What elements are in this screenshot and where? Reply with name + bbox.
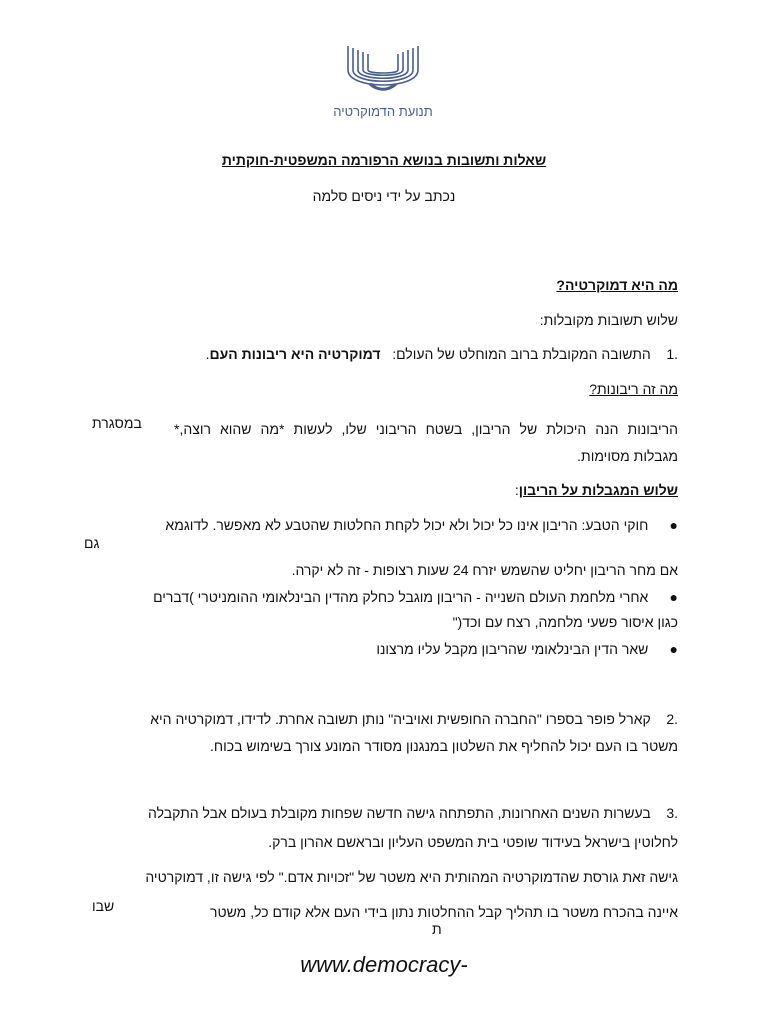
answer-1-number: .1 bbox=[666, 346, 678, 362]
answer-1 bbox=[206, 345, 678, 363]
answer-1-end: . bbox=[205, 346, 210, 362]
document-title: שאלות ותשובות בנושא הרפורמה המשפטית-חוקתית bbox=[221, 152, 547, 168]
bullet-2-line-2: כגון איסור פשעי מלחמה, רצח עם וכד(" bbox=[452, 614, 678, 630]
limits-heading-colon: : bbox=[514, 482, 519, 498]
answer-3-number: .3 bbox=[666, 805, 678, 821]
logo bbox=[330, 44, 436, 126]
answer-2-line-2: משטר בו העם יכול להחליף את השלטון במנגנון מסודר המונע צורך בשימוש בכוח. bbox=[209, 738, 678, 754]
bullet-1-wrap: גם bbox=[84, 535, 100, 551]
approach-line-1: גישה זאת גורסת שהדמוקרטיה המהותית היא משטר של "זכויות אדם." לפי גישה זו, דמוקרטיה bbox=[145, 869, 678, 885]
limits-heading-text: שלוש המגבלות על הריבון bbox=[518, 482, 678, 498]
bullet-1-line-2: אם מחר הריבון יחליט שהשמש יזרח 24 שעות רצופות - זה לא יקרה. bbox=[291, 562, 678, 578]
bullet-3-line-1 bbox=[376, 640, 678, 658]
approach-line-2-main: איינה בהכרח משטר בו תהליך קבל ההחלטות נתון בידי העם אלא קודם כל, משטר bbox=[209, 904, 678, 920]
bullet-icon: ● bbox=[669, 641, 678, 657]
document-author: נכתב על ידי ניסים סלמה bbox=[312, 188, 456, 204]
bullet-2-text: אחרי מלחמת העולם השנייה - הריבון מוגבל כחלק מהדין הבינלאומי ההומניטרי )דברים bbox=[153, 589, 649, 605]
sovereignty-line-2: מגבלות מסוימות. bbox=[577, 448, 678, 464]
answer-1-text: התשובה המקובלת ברוב המוחלט של העולם: bbox=[392, 346, 651, 362]
answer-3-line-2: לחלוטין בישראל בעידוד שופטי בית המשפט העליון ובראשם אהרון ברק. bbox=[268, 834, 678, 850]
bullet-1-line-1 bbox=[165, 516, 678, 534]
answer-1-bold: דמוקרטיה היא ריבונות העם bbox=[209, 346, 381, 362]
sovereignty-line-1-tail: במסגרת bbox=[92, 415, 142, 431]
section-heading-what-is-democracy: מה היא דמוקרטיה? bbox=[556, 277, 678, 293]
sovereignty-question: מה זה ריבונות? bbox=[589, 381, 678, 397]
answer-3-line-1 bbox=[148, 804, 678, 822]
bullet-3-text: שאר הדין הבינלאומי שהריבון מקבל עליו מרצונו bbox=[376, 641, 649, 657]
answer-2-number: .2 bbox=[666, 711, 678, 727]
limits-heading bbox=[515, 481, 678, 499]
sovereignty-line-1 bbox=[174, 420, 678, 438]
sovereignty-line-1-main: הריבונות הנה היכולת של הריבון, בשטח הריבוני שלו, לעשות *מה שהוא רוצה,* bbox=[174, 421, 678, 437]
bullet-icon: ● bbox=[669, 589, 678, 605]
footer-url[interactable]: www.democracy- bbox=[300, 952, 468, 977]
logo-text: תנועת הדמוקרטיה bbox=[333, 104, 433, 119]
bullet-2-line-1 bbox=[153, 588, 678, 606]
bullet-1-text: חוקי הטבע: הריבון אינו כל יכול ולא יכול לקחת החלטות שהטבע לא מאפשר. לדוגמא bbox=[165, 517, 649, 533]
answer-3-text: בעשרות השנים האחרונות, התפתחה גישה חדשה שפחות מקובלת בעולם אבל התקבלה bbox=[148, 805, 651, 821]
approach-line-3-fragment: ת bbox=[432, 921, 442, 937]
three-answers-intro: שלוש תשובות מקובלות: bbox=[539, 312, 678, 328]
approach-line-2-tail: שבו bbox=[92, 898, 115, 914]
bullet-icon: ● bbox=[669, 517, 678, 533]
answer-2-line-1 bbox=[150, 710, 678, 728]
answer-2-text: קארל פופר בספרו "החברה החופשית ואויביה" נותן תשובה אחרת. לדידו, דמוקרטיה היא bbox=[150, 711, 651, 727]
logo-arch-icon bbox=[344, 44, 422, 96]
